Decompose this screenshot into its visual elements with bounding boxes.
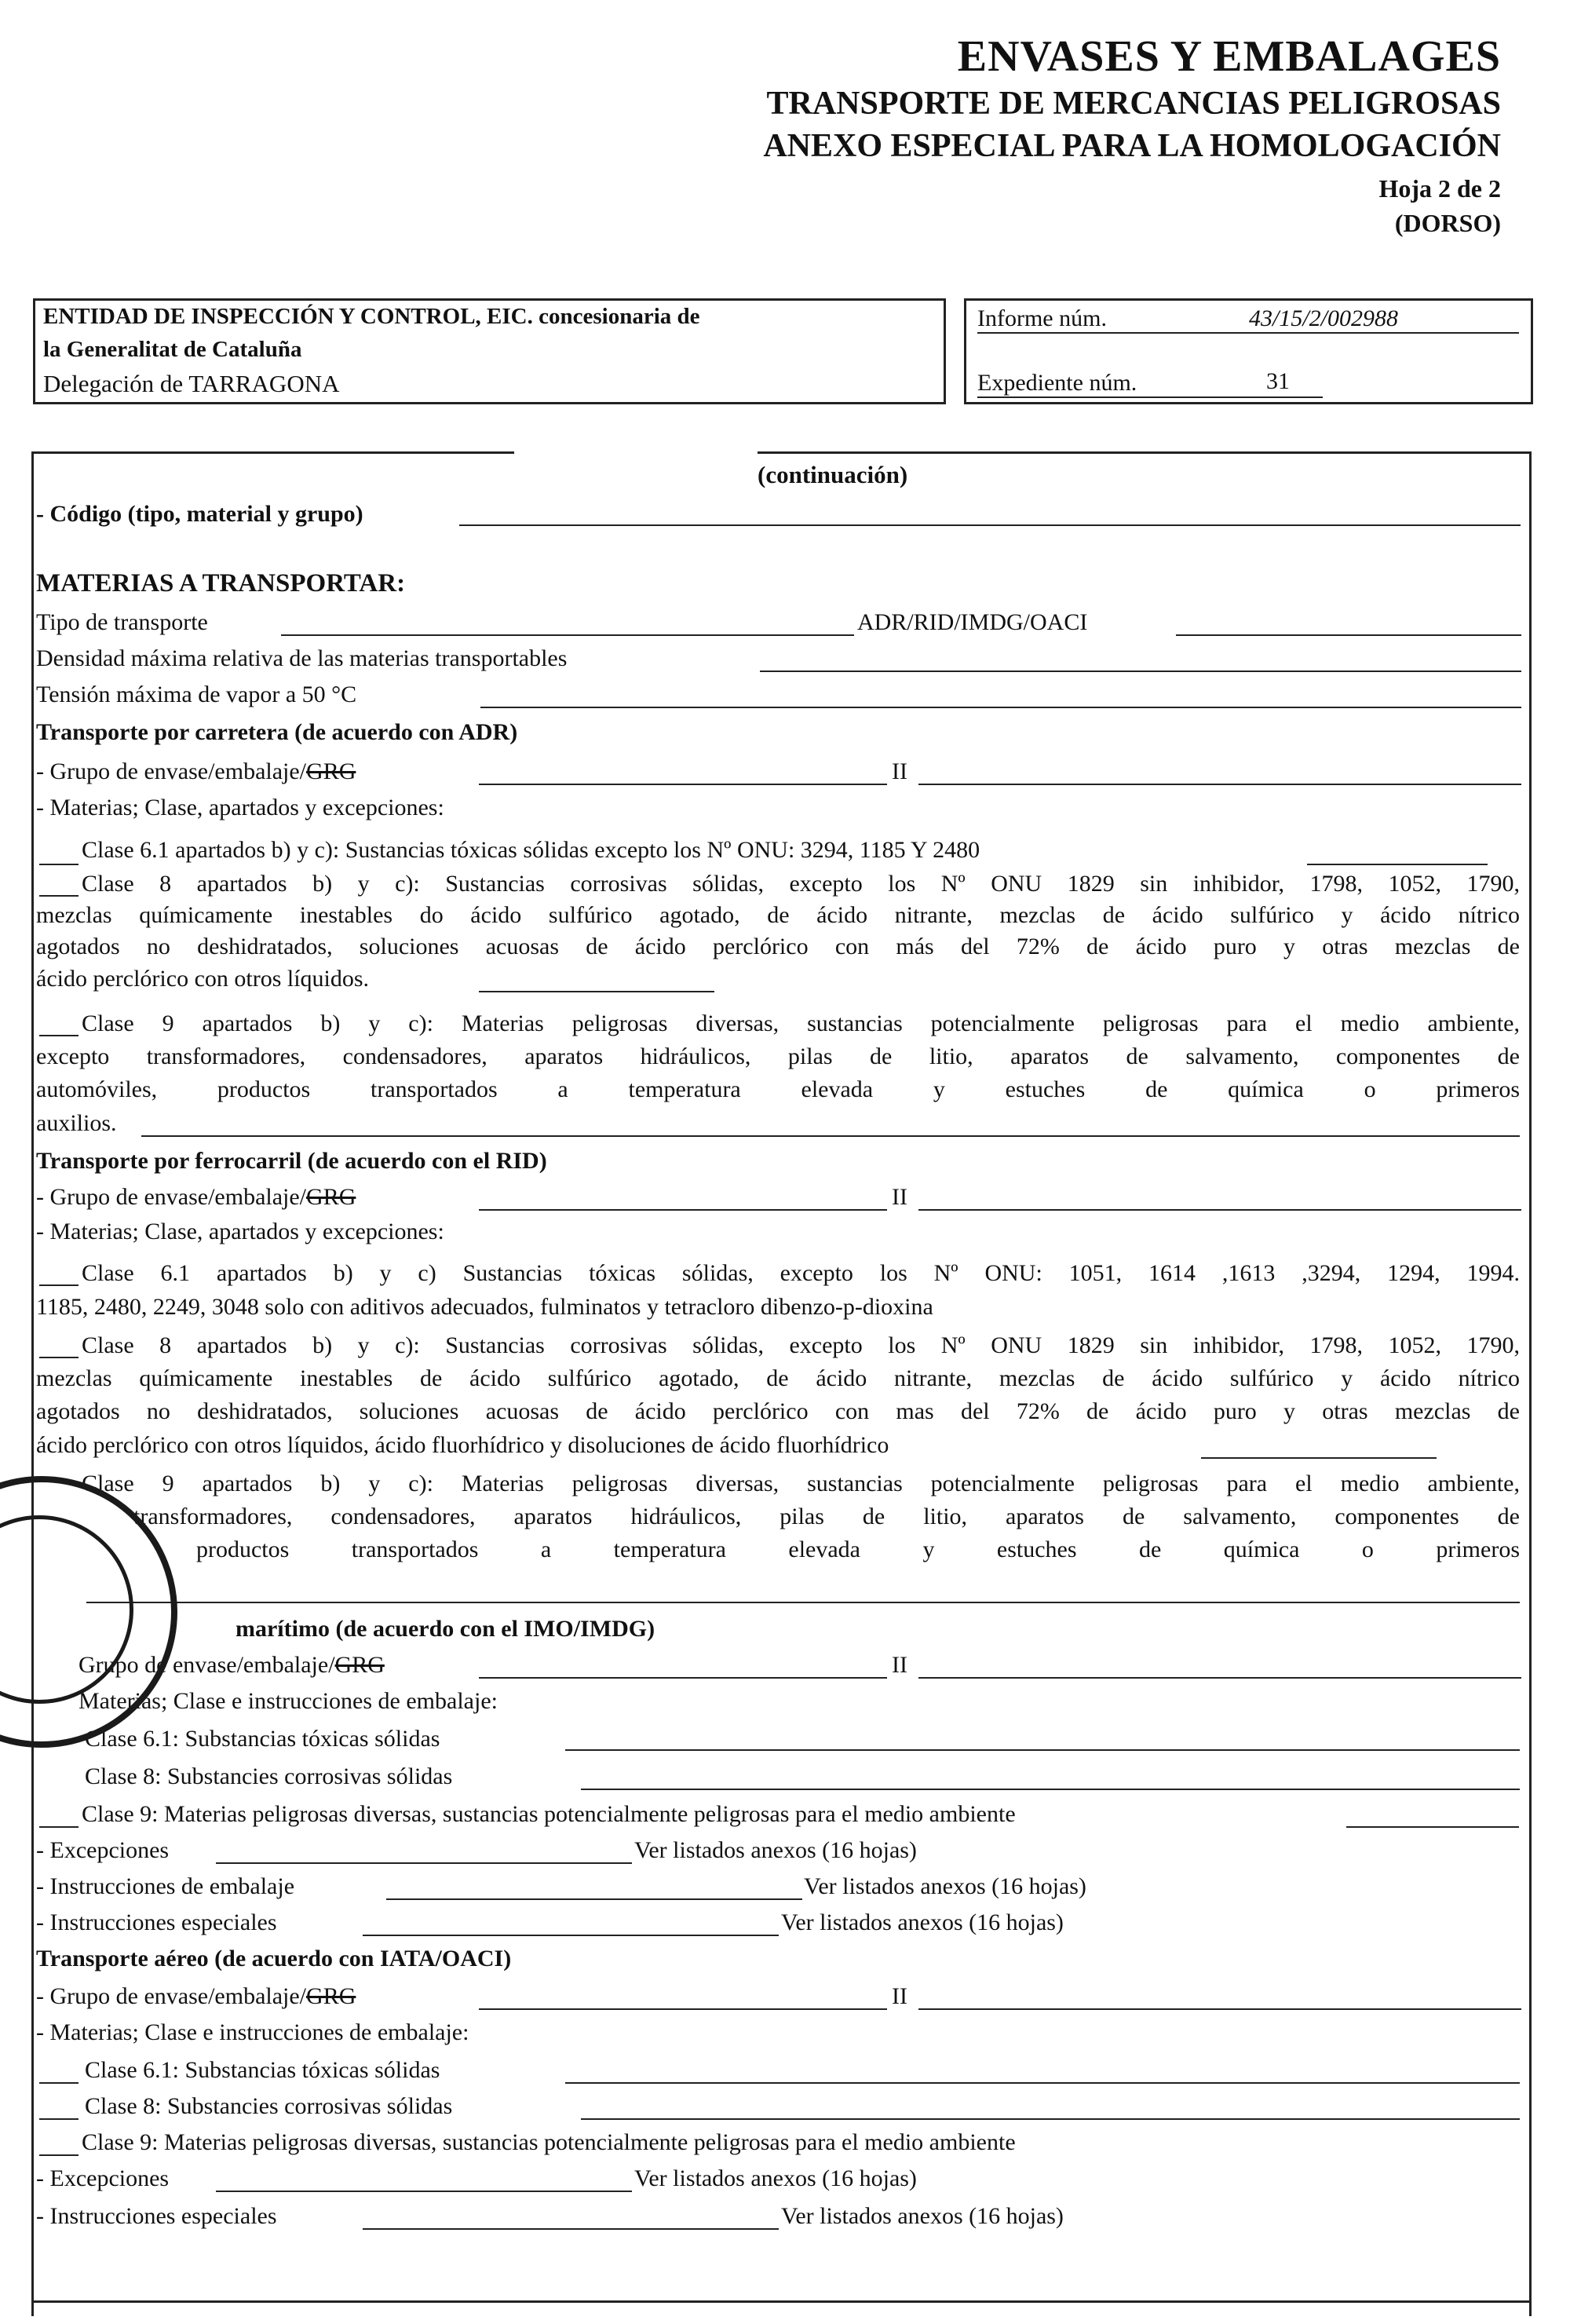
continuation-label: (continuación) [758,461,908,488]
entity-line-2: la Generalitat de Cataluña [43,337,302,362]
imdg-clase61: Clase 6.1: Substancias tóxicas sólidas [85,1726,440,1752]
imdg-instr-especiales-value: Ver listados anexos (16 hojas) [781,1909,1064,1935]
rid-clase61-l1: Clase 6.1 apartados b) y c) Sustancias tóxicas sólidas, excepto los Nº ONU: 1051, 1614 ,1613 ,3294, 1294, 1994. [82,1260,1520,1286]
imdg-clase9: Clase 9: Materias peligrosas diversas, sustancias potencialmente peligrosas para el medio ambiente [82,1801,1016,1827]
rid-grupo-value: II [892,1184,907,1210]
adr-clase8-l1: Clase 8 apartados b) y c): Sustancias corrosivas sólidas, excepto los Nº ONU 1829 sin inhibidor, 1798, 1052, 1790, [82,871,1520,897]
adr-clase8-l4: ácido perclórico con otros líquidos. [36,966,370,992]
iata-grupo-value: II [892,1983,907,2009]
rid-clase8-l4: ácido perclórico con otros líquidos, ácido fluorhídrico y disoluciones de ácido fluorhídrico [36,1432,889,1458]
rid-clase9-l1: Clase 9 apartados b) y c): Materias peligrosas diversas, sustancias potencialmente peligrosas para el medio ambiente, [82,1471,1520,1496]
imdg-heading: marítimo (de acuerdo con el IMO/IMDG) [236,1616,655,1642]
imdg-excepciones-value: Ver listados anexos (16 hojas) [634,1837,917,1863]
iata-clase61: Clase 6.1: Substancias tóxicas sólidas [85,2057,440,2083]
tipo-transporte-label: Tipo de transporte [36,609,208,635]
iata-heading: Transporte aéreo (de acuerdo con IATA/OACI) [36,1946,512,1971]
rid-clase9-l2: transformadores, condensadores, aparatos hidráulicos, pilas de litio, aparatos de salvamento, componentes de [133,1504,1520,1529]
imdg-grupo-value: II [892,1652,907,1678]
imdg-instr-embalaje-value: Ver listados anexos (16 hojas) [804,1873,1086,1899]
iata-materias-label: - Materias; Clase e instrucciones de embalaje: [36,2019,469,2045]
entity-line-3: Delegación de TARRAGONA [43,370,340,397]
rid-heading: Transporte por ferrocarril (de acuerdo con el RID) [36,1148,547,1174]
adr-clase8-l2: mezclas químicamente inestables do ácido sulfúrico agotado, de ácido nitrante, mezclas de ácido sulfúrico y ácido nítrico [36,902,1520,928]
rid-grupo: - Grupo de envase/embalaje/GRG [36,1184,356,1210]
adr-clase9-l3: automóviles, productos transportados a temperatura elevada y estuches de química o primeros [36,1076,1520,1102]
frame-left [31,454,34,2316]
iata-instr-especiales-label: - Instrucciones especiales [36,2203,277,2229]
materias-heading: MATERIAS A TRANSPORTAR: [36,569,406,597]
rid-clase9-l3: productos transportados a temperatura elevada y estuches de química o primeros [196,1537,1520,1562]
adr-clase8-l3: agotados no deshidratados, soluciones acuosas de ácido perclórico con más del 72% de ácido puro y otras mezclas de [36,934,1520,959]
sheet-number: Hoja 2 de 2 [1378,174,1501,203]
adr-grupo: - Grupo de envase/embalaje/GRG [36,758,356,784]
adr-materias-label: - Materias; Clase, apartados y excepciones: [36,795,444,820]
codigo-label: - Código (tipo, material y grupo) [36,501,363,527]
informe-value: 43/15/2/002988 [1249,305,1399,331]
doc-subtitle: TRANSPORTE DE MERCANCIAS PELIGROSAS [766,86,1501,122]
frame-right [1529,451,1532,2316]
expediente-value: 31 [1266,368,1290,394]
adr-grupo-value: II [892,758,907,784]
imdg-instr-embalaje-label: - Instrucciones de embalaje [36,1873,295,1899]
imdg-instr-especiales-label: - Instrucciones especiales [36,1909,277,1935]
adr-clase9-l1: Clase 9 apartados b) y c): Materias peligrosas diversas, sustancias potencialmente peligrosas para el medio ambiente, [82,1010,1520,1036]
rid-materias-label: - Materias; Clase, apartados y excepciones: [36,1219,444,1244]
iata-instr-especiales-value: Ver listados anexos (16 hojas) [781,2203,1064,2229]
tension-label: Tensión máxima de vapor a 50 °C [36,681,357,707]
imdg-grupo: Grupo de envase/embalaje/GRG [78,1652,385,1678]
rid-clase8-l3: agotados no deshidratados, soluciones acuosas de ácido perclórico con mas del 72% de ácido puro y otras mezclas de [36,1398,1520,1424]
iata-clase8: Clase 8: Substancies corrosivas sólidas [85,2093,453,2119]
report-box [964,298,1533,404]
imdg-materias-label: Materias; Clase e instrucciones de embalaje: [78,1688,498,1714]
entity-box [33,298,946,404]
imdg-clase8: Clase 8: Substancies corrosivas sólidas [85,1763,453,1789]
iata-excepciones-value: Ver listados anexos (16 hojas) [634,2165,917,2191]
rid-clase8-l2: mezclas químicamente inestables de ácido sulfúrico agotado, de ácido nitrante, mezclas de ácido sulfúrico y ácido nítrico [36,1365,1520,1391]
rid-clase61-l2: 1185, 2480, 2249, 3048 solo con aditivos adecuados, fulminatos y tetracloro dibenzo-p-dioxina [36,1294,933,1320]
adr-clase61: Clase 6.1 apartados b) y c): Sustancias tóxicas sólidas excepto los Nº ONU: 3294, 1185 Y 2480 [82,837,980,863]
iata-grupo: - Grupo de envase/embalaje/GRG [36,1983,356,2009]
entity-line-1: ENTIDAD DE INSPECCIÓN Y CONTROL, EIC. concesionaria de [43,304,700,329]
informe-label: Informe núm. [977,305,1107,331]
doc-subtitle-2: ANEXO ESPECIAL PARA LA HOMOLOGACIÓN [763,128,1501,164]
imdg-excepciones-label: - Excepciones [36,1837,170,1863]
adr-heading: Transporte por carretera (de acuerdo con ADR) [36,719,518,745]
tipo-transporte-value: ADR/RID/IMDG/OACI [857,609,1088,635]
doc-title: ENVASES Y EMBALAGES [957,32,1501,81]
densidad-label: Densidad máxima relativa de las materias transportables [36,645,568,671]
iata-clase9: Clase 9: Materias peligrosas diversas, sustancias potencialmente peligrosas para el medio ambiente [82,2129,1016,2155]
frame-top-right [758,451,1532,454]
rid-clase8-l1: Clase 8 apartados b) y c): Sustancias corrosivas sólidas, excepto los Nº ONU 1829 sin inhibidor, 1798, 1052, 1790, [82,1332,1520,1358]
expediente-label: Expediente núm. [977,370,1137,396]
adr-clase9-l2: excepto transformadores, condensadores, aparatos hidráulicos, pilas de litio, aparatos de salvamento, componentes de [36,1043,1520,1069]
frame-top-left [31,451,514,454]
sheet-side: (DORSO) [1394,209,1501,237]
iata-excepciones-label: - Excepciones [36,2165,170,2191]
adr-clase9-l4: auxilios. [36,1110,117,1136]
